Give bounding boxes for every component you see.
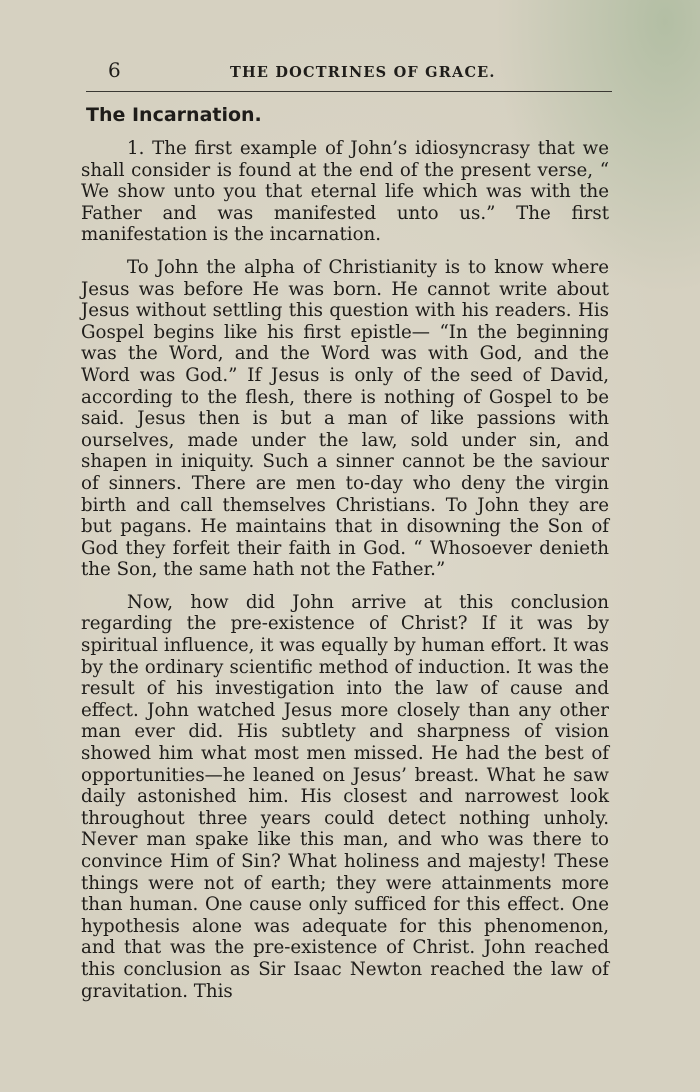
running-title: THE DOCTRINES OF GRACE. [230,64,496,81]
body-text [81,138,609,1013]
paragraph-1: 1. The first example of John’s idiosyncrasy that we shall consider is found at the end of the present verse, “ We show unto you that eternal life which was with the Father and was manifested unto us.” The first manifestation is the incarnation. [81,138,609,246]
paragraph-2: To John the alpha of Christianity is to know where Jesus was before He was born. He cannot write about Jesus without settling this question with his readers. His Gospel begins like his first epistle— “In the beginning was the Word, and the Word was with God, and the Word was God.” If Jesus is only of the seed of David, according to the flesh, there is nothing of Gospel to be said. Jesus then is but a man of like passions with ourselves, made under the law, sold under sin, and shapen in iniquity. Such a sinner cannot be the saviour of sinners. There are men to-day who deny the virgin birth and call themselves Christians. To John they are but pagans. He maintains that in disowning the Son of God they forfeit their faith in God. “ Whosoever denieth the Son, the same hath not the Father.” [81,256,609,581]
running-head [0,58,700,88]
paragraph-3: Now, how did John arrive at this conclusion regarding the pre-existence of Christ? If it was by spiritual influence, it was equally by human effort. It was by the ordinary scientific method of induction. It was the result of his investigation into the law of cause and effect. John watched Jesus more closely than any other man ever did. His subtlety and sharpness of vision showed him what most men missed. He had the best of opportunities—he leaned on Jesus’ breast. What he saw daily astonished him. His closest and narrowest look throughout three years could detect nothing unholy. Never man spake like this man, and who was there to convince Him of Sin? What holiness and majesty! These things were not of earth; they were attainments more than human. One cause only sufficed for this effect. One hypothesis alone was adequate for this phenomenon, and that was the pre-existence of Christ. John reached this conclusion as Sir Isaac Newton reached the law of gravitation. This [81,591,609,1002]
section-heading: The Incarnation. [86,104,262,126]
page-number: 6 [108,58,121,82]
header-rule [86,91,612,92]
